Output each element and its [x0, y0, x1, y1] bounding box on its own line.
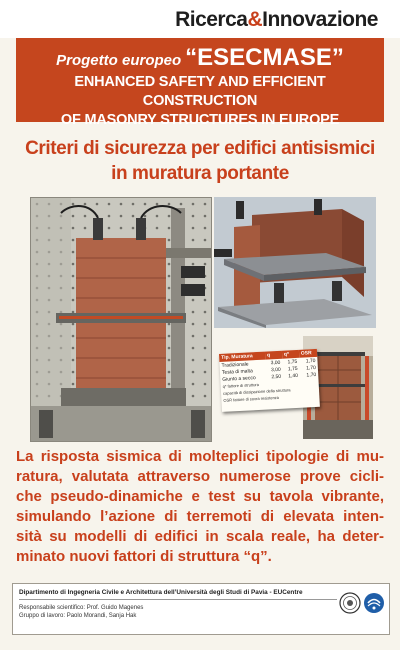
table-header-cell: q — [265, 351, 282, 360]
body-line: sità su modelli di edifici in scala reale, ha deter- — [16, 528, 384, 545]
department-name: Dipartimento di Ingegneria Civile e Architettura dell’Università degli Studi di Pavia - EUCentre — [19, 589, 303, 596]
scientific-responsible: Responsabile scientifico: Prof. Guido Magenes — [19, 605, 144, 611]
body-line: che pseudo-dinamiche e test su tavola vibrante, — [16, 488, 384, 505]
footer-divider — [19, 599, 337, 600]
table-cell: 1,70 — [305, 364, 316, 371]
table-header-cell: OSR — [299, 349, 318, 358]
q-factor-table — [219, 349, 320, 412]
table-cell: Giunto a secco — [222, 374, 256, 383]
table-cell: 3,00 — [270, 359, 281, 366]
body-line: simulando l’azione di terremoti di elevata inten- — [16, 508, 384, 525]
body-line: minato nuovi fattori di struttura “q”. — [16, 548, 272, 565]
project-acronym: “ESECMASE” — [185, 44, 344, 71]
project-banner — [16, 38, 384, 128]
table-cell: Tradizionale — [221, 360, 249, 369]
section-title-part2: Innovazione — [262, 8, 378, 31]
table-cell: Testa di malta — [221, 367, 253, 376]
specimen-3d-illustration — [214, 197, 376, 328]
project-label: Progetto europeo — [56, 52, 182, 69]
body-line: ratura, valutata attraverso numerose prove cicli- — [16, 468, 384, 485]
university-seal-icon — [339, 592, 361, 614]
eucentre-logo-icon — [363, 592, 385, 614]
header-bar — [0, 0, 400, 38]
section-title-ampersand: & — [247, 8, 263, 31]
table-header-cell: Tip. Muratura — [219, 352, 265, 362]
table-cell: 1,40 — [288, 372, 299, 379]
table-cell: 1,75 — [287, 358, 298, 365]
table-footnote: q* fattore di struttura — [222, 381, 260, 389]
table-cell: 1,70 — [305, 357, 316, 364]
table-cell: 1,75 — [287, 365, 298, 372]
project-subtitle-line2: OF MASONRY STRUCTURES IN EUROPE — [60, 112, 340, 128]
working-group: Gruppo di lavoro: Paolo Morandi, Sanja Hak — [19, 613, 137, 619]
lab-test-illustration — [31, 198, 211, 441]
table-cell: 1,70 — [306, 371, 317, 378]
table-footnote: capacità di dissipazione della struttura — [222, 387, 291, 396]
lab-test-photo — [30, 197, 212, 442]
body-paragraph — [16, 447, 384, 567]
page-title-line2: in muratura portante — [111, 163, 289, 184]
project-subtitle-line1: ENHANCED SAFETY AND EFFICIENT CONSTRUCTION — [74, 74, 326, 109]
body-line: La risposta sismica di molteplici tipologie di mu- — [16, 448, 384, 465]
footer-credits — [12, 583, 390, 635]
table-header-cell: q* — [282, 350, 299, 359]
specimen-3d-render — [214, 197, 376, 328]
table-cell: 2,50 — [271, 373, 282, 380]
table-cell: 3,00 — [270, 366, 281, 373]
section-title — [175, 8, 378, 32]
section-title-part1: Ricerca — [175, 8, 248, 31]
table-footnote: OSR fattore di sovra resistenza — [223, 394, 280, 403]
page-title — [16, 136, 384, 186]
page-title-line1: Criteri di sicurezza per edifici antisismici — [25, 138, 375, 159]
